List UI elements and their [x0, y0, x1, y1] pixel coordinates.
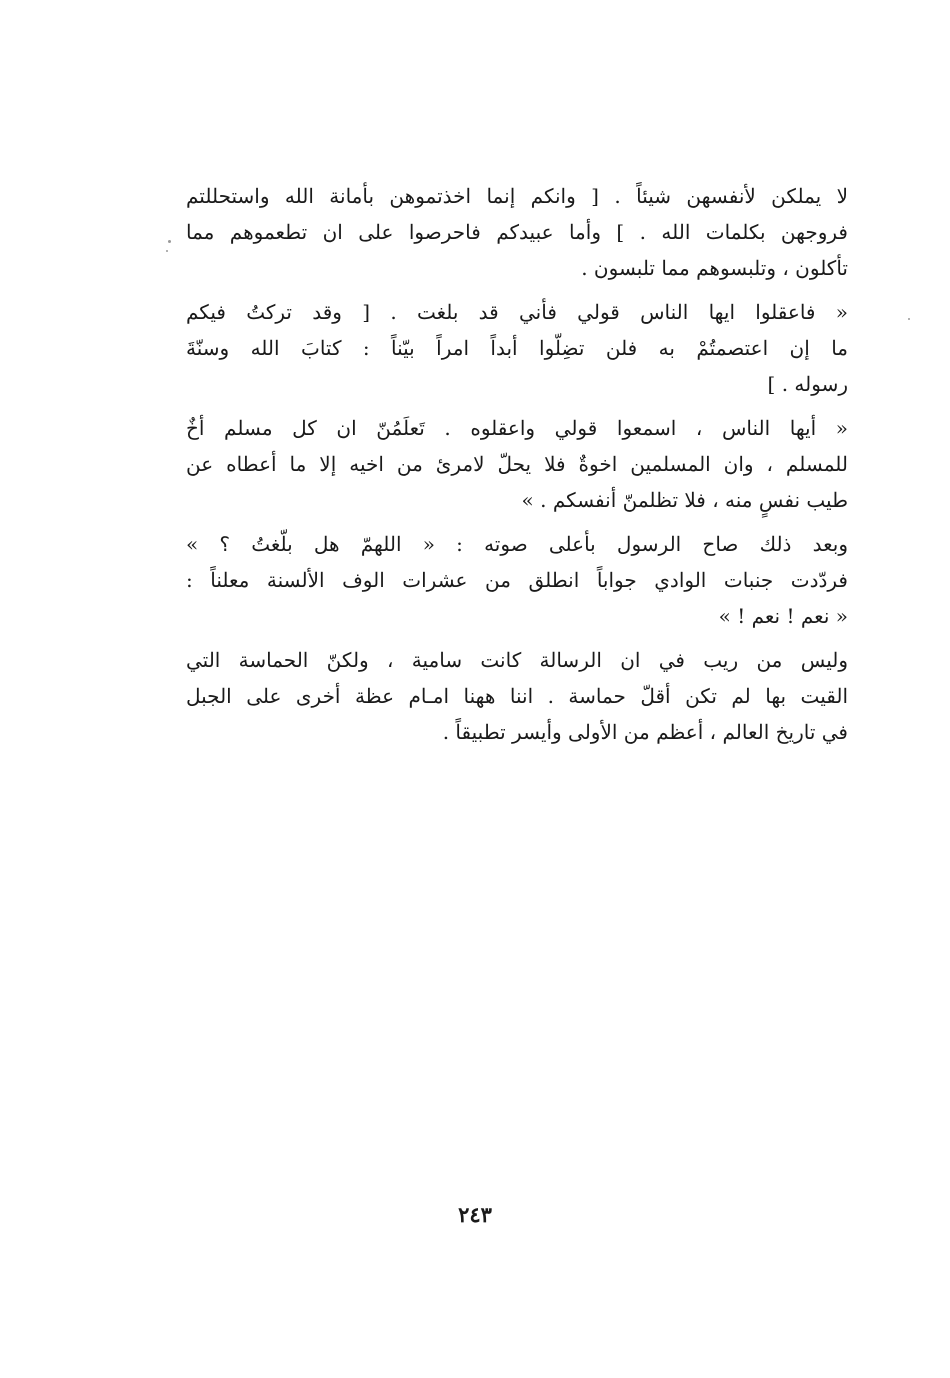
text-line: رسوله . ]: [767, 372, 848, 396]
paragraph: [186, 178, 848, 286]
paragraph: [186, 642, 848, 750]
text-line: القيت بها لم تكن أقلّ حماسة . اننا ههنا امـام عظة أخرى على الجبل: [186, 684, 849, 708]
scan-speck: [908, 318, 910, 320]
page-number: ٢٤٣: [458, 1202, 492, 1227]
scan-speck: [168, 240, 171, 243]
text-line: لا يملكن لأنفسهن شيئاً . [ وانكم إنما اخذتموهن بأمانة الله واستحللتم: [186, 184, 848, 208]
text-line: « نعم ! نعم ! »: [718, 604, 848, 628]
text-line: فروجهن بكلمات الله . ] وأما عبيدكم فاحرصوا على ان تطعموهم مما: [186, 220, 848, 244]
text-line: ما إن اعتصمتُمْ به فلن تضِلّوا أبداً امراً بيّناً : كتابَ الله وسنّةَ: [186, 336, 848, 360]
paragraph: [186, 294, 848, 402]
text-line: فردّدت جنبات الوادي جواباً انطلق من عشرات الوف الألسنة معلناً :: [186, 568, 848, 592]
text-line: في تاريخ العالم ، أعظم من الأولى وأيسر تطبيقاً .: [442, 720, 848, 744]
body-text: [186, 178, 848, 758]
text-line: تأكلون ، وتلبسوهم مما تلبسون .: [581, 256, 848, 280]
text-line: للمسلم ، وان المسلمين اخوةٌ فلا يحلّ لامرئ من اخيه إلا ما أعطاه عن: [186, 452, 848, 476]
paragraph: [186, 410, 848, 518]
text-line: « فاعقلوا ايها الناس قولي فأني قد بلغت . [ وقد تركتُ فيكم: [186, 300, 848, 324]
text-line: وبعد ذلك صاح الرسول بأعلى صوته : « اللهمّ هل بلّغتُ ؟ »: [186, 532, 848, 556]
text-line: « أيها الناس ، اسمعوا قولي واعقلوه . تَعلَمُنّ ان كل مسلم أخٌ: [186, 416, 848, 440]
text-line: وليس من ريب في ان الرسالة كانت سامية ، ولكنّ الحماسة التي: [186, 648, 848, 672]
scan-speck: [166, 250, 168, 252]
text-line: طيب نفسٍ منه ، فلا تظلمنّ أنفسكم . »: [521, 488, 848, 512]
paragraph: [186, 526, 848, 634]
